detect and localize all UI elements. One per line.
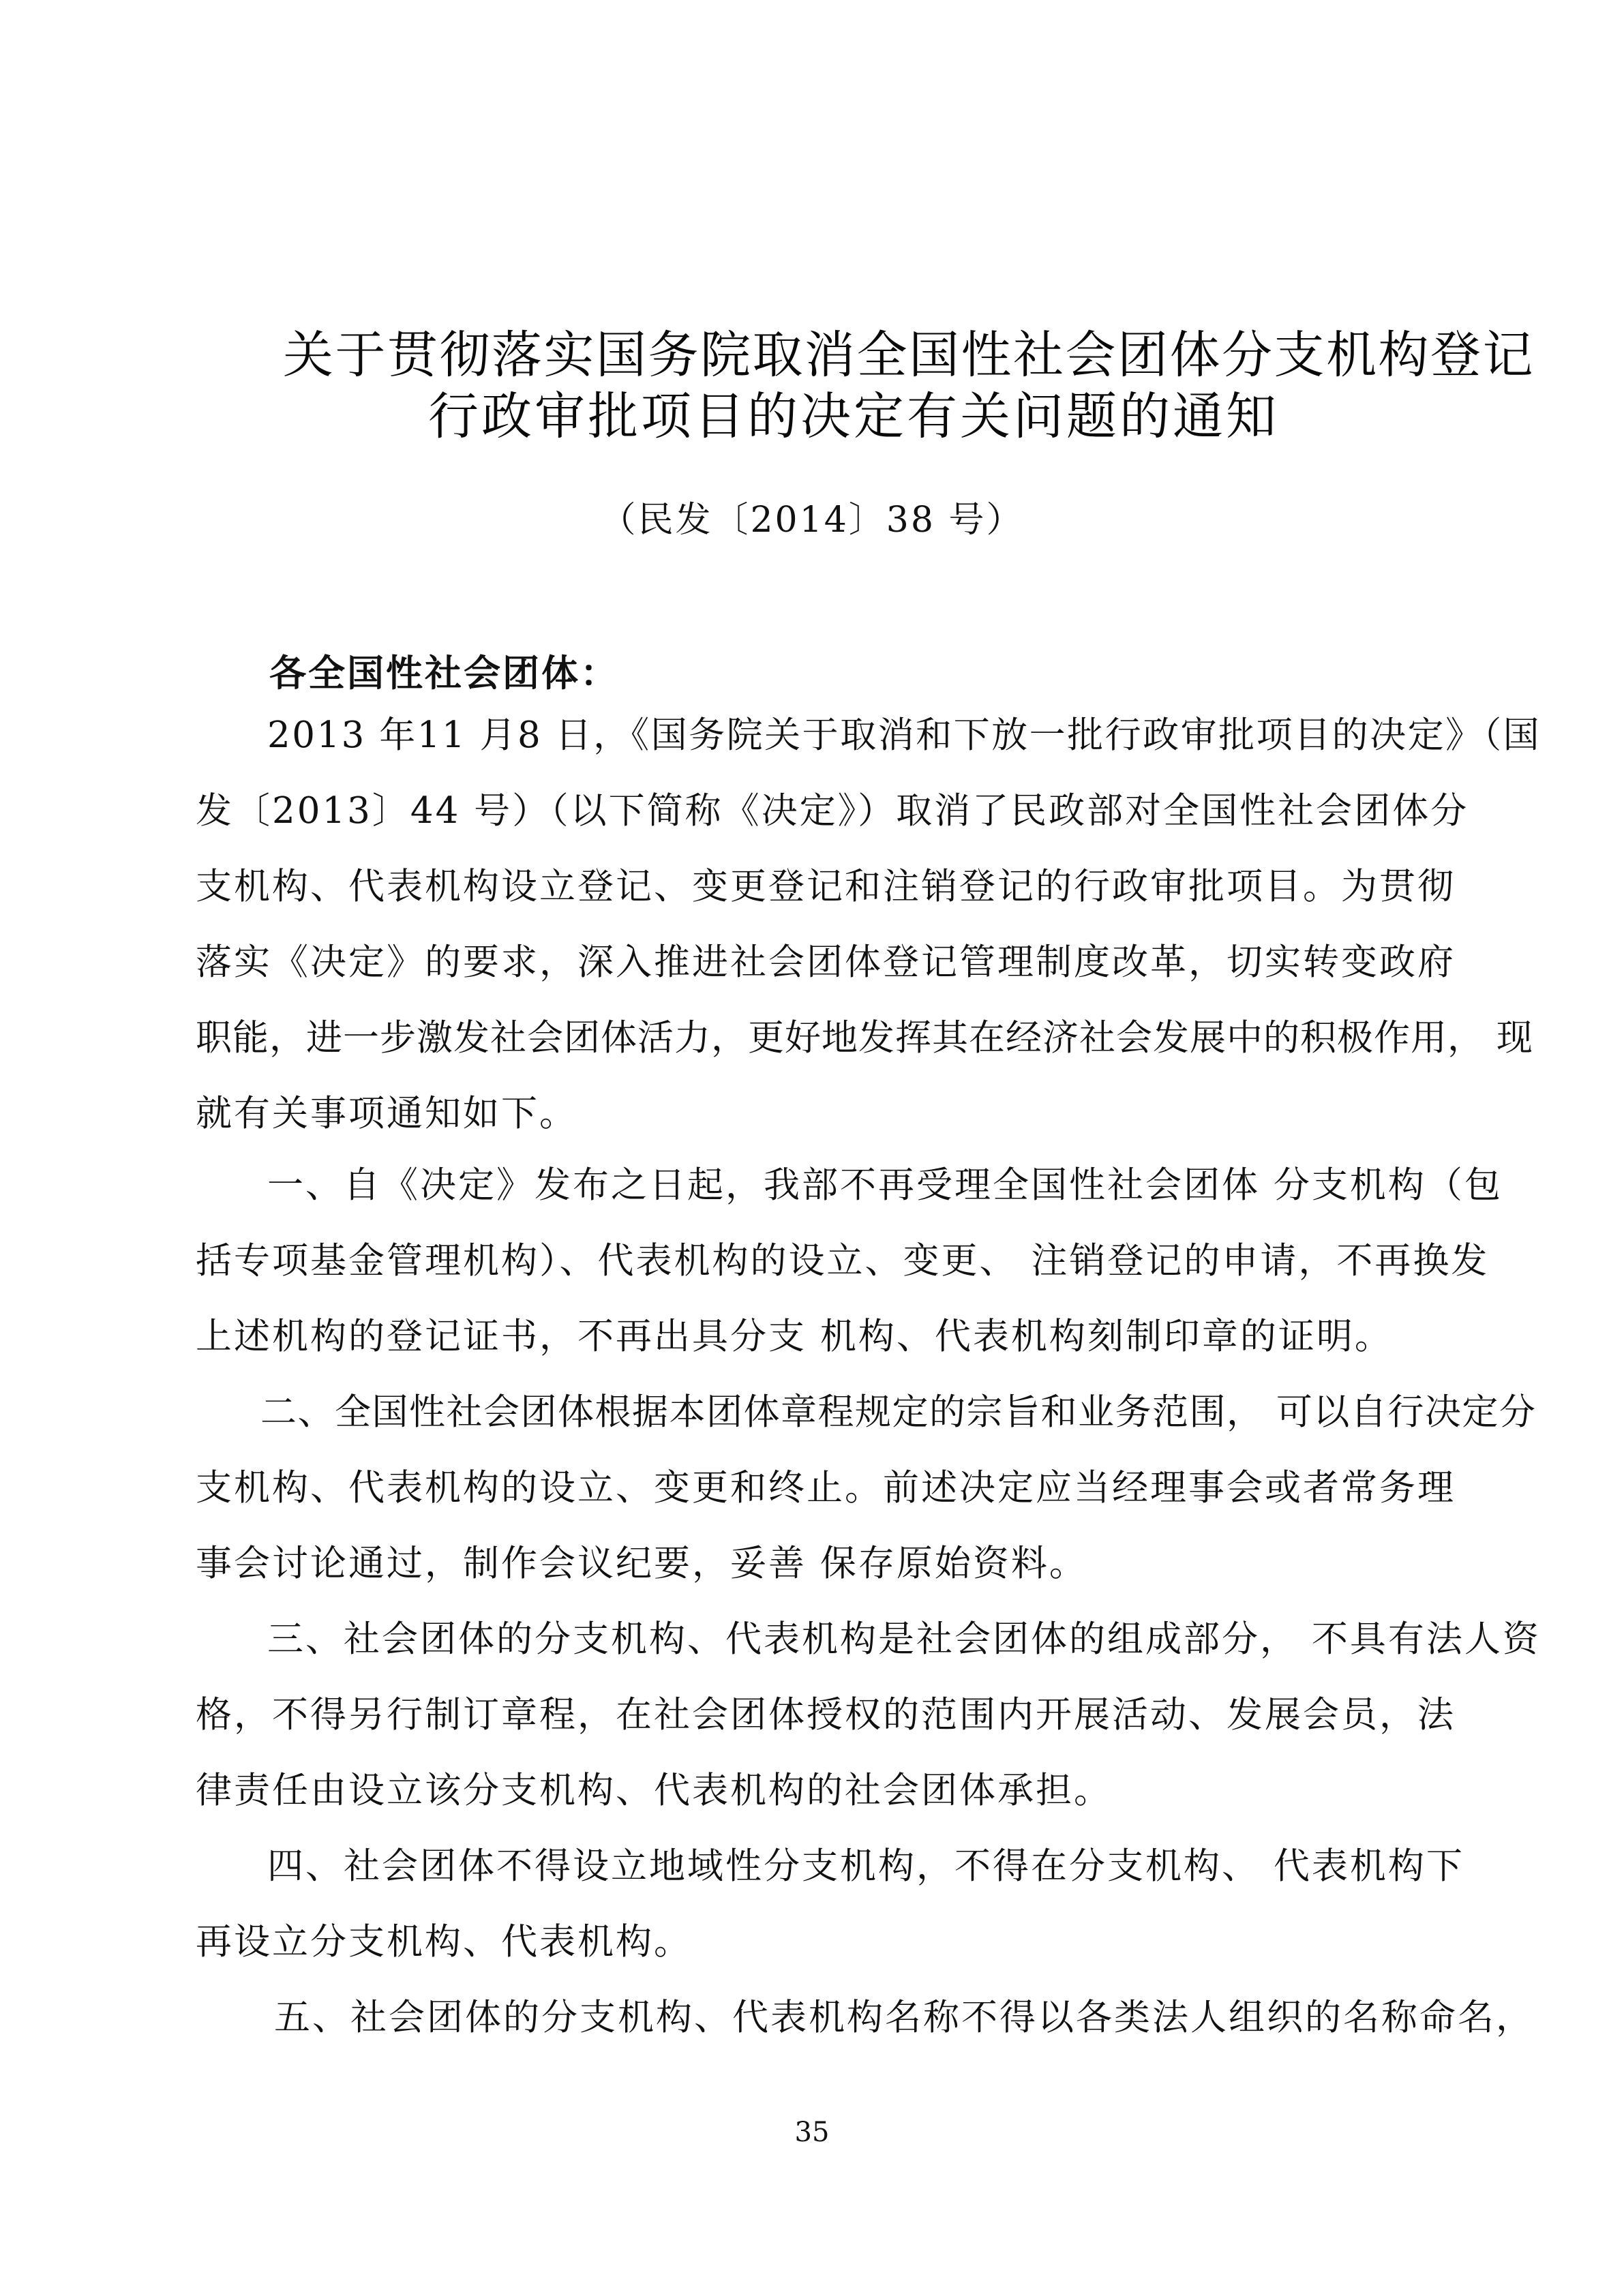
body-line: 格，不得另行制订章程，在社会团体授权的范围内开展活动、发展会员，法 bbox=[196, 1694, 1456, 1736]
body-line: 律责任由设立该分支机构、代表机构的社会团体承担。 bbox=[196, 1770, 1112, 1811]
body-line: 五、社会团体的分支机构、代表机构名称不得以各类法人组织的名称命名， bbox=[274, 1997, 1534, 2038]
body-line: 二、全国性社会团体根据本团体章程规定的宗旨和业务范围， 可以自行决定分 bbox=[260, 1391, 1537, 1433]
body-line: 括专项基金管理机构）、代表机构的设立、变更、 注销登记的申请，不再换发 bbox=[196, 1240, 1490, 1282]
body-line: 支机构、代表机构设立登记、变更登记和注销登记的行政审批项目。为贯彻 bbox=[196, 866, 1456, 907]
body-line: 事会讨论通过，制作会议纪要，妥善 保存原始资料。 bbox=[196, 1543, 1087, 1584]
body-line: 四、社会团体不得设立地域性分支机构，不得在分支机构、 代表机构下 bbox=[267, 1845, 1464, 1887]
document-title-line-2: 行政审批项目的决定有关问题的通知 bbox=[428, 387, 1279, 446]
body-line: 三、社会团体的分支机构、代表机构是社会团体的组成部分， 不具有法人资 bbox=[267, 1618, 1541, 1660]
page-number: 35 bbox=[794, 2117, 830, 2148]
addressee: 各全国性社会团体： bbox=[269, 652, 619, 695]
body-line: 就有关事项通知如下。 bbox=[196, 1093, 577, 1134]
body-line: 再设立分支机构、代表机构。 bbox=[196, 1921, 692, 1963]
body-line: 落实《决定》的要求，深入推进社会团体登记管理制度改革，切实转变政府 bbox=[196, 941, 1456, 983]
body-line: 发〔2013〕44 号）（以下简称《决定》）取消了民政部对全国性社会团体分 bbox=[196, 790, 1469, 832]
body-line: 职能，进一步激发社会团体活力，更好地发挥其在经济社会发展中的积极作用， 现 bbox=[196, 1017, 1533, 1059]
document-title-line-1: 关于贯彻落实国务院取消全国性社会团体分支机构登记 bbox=[283, 326, 1535, 384]
body-line: 上述机构的登记证书，不再出具分支 机构、代表机构刻制印章的证明。 bbox=[196, 1316, 1393, 1357]
body-line: 2013 年11 月8 日，《国务院关于取消和下放一批行政审批项目的决定》（国 bbox=[267, 714, 1542, 756]
body-line: 支机构、代表机构的设立、变更和终止。前述决定应当经理事会或者常务理 bbox=[196, 1467, 1456, 1509]
body-line: 一、自《决定》发布之日起，我部不再受理全国性社会团体 分支机构（包 bbox=[267, 1164, 1503, 1206]
document-number: （民发〔2014〕38 号） bbox=[600, 500, 1024, 541]
